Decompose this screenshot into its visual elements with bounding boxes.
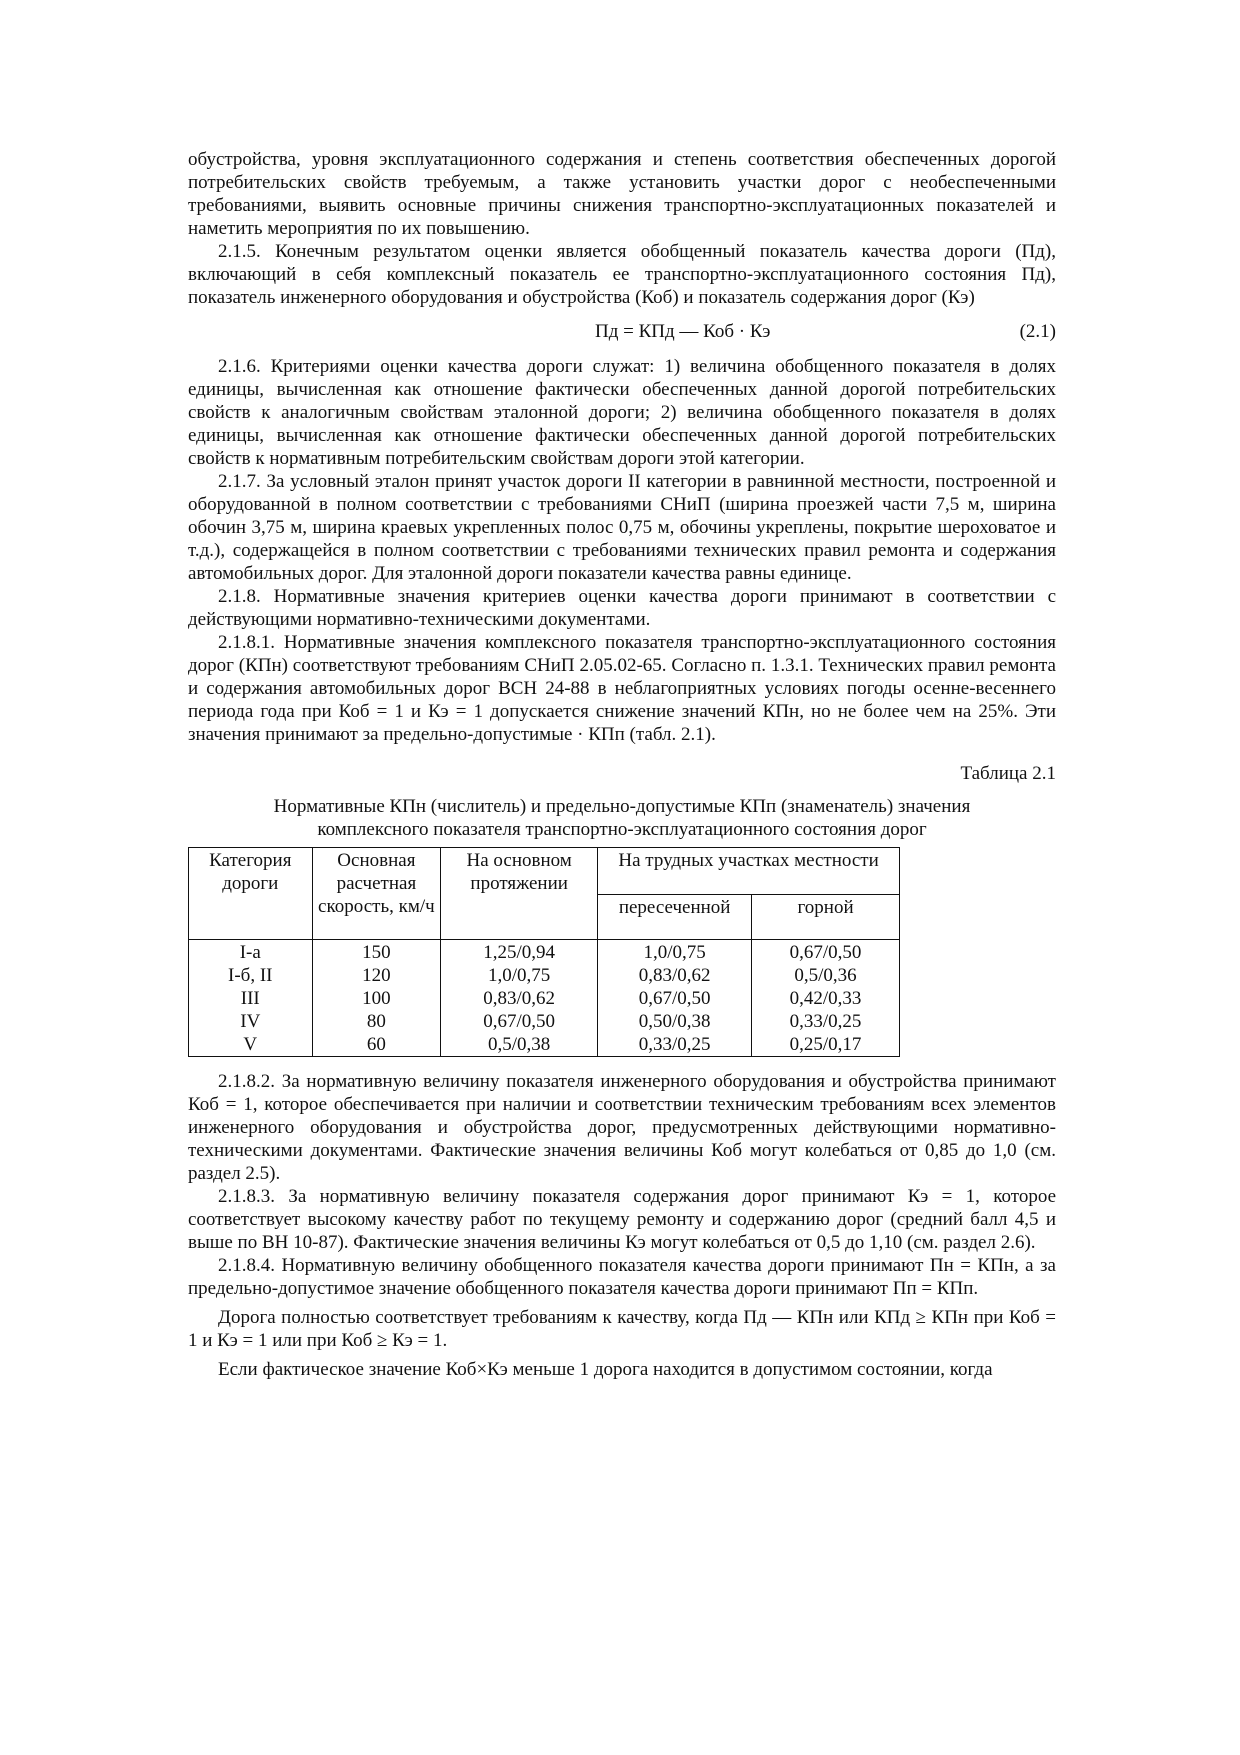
paragraph-2-1-5: 2.1.5. Конечным результатом оценки является обобщенный показатель качества дороги (Пд), включающий в себя комплексный показатель ее транспортно-эксплуатационного состояния Пд), показатель инженерного оборудования и обустройства (Коб) и показатель содержания дорог (Кэ) (188, 241, 1056, 308)
table-cell: III (189, 987, 313, 1010)
table-cell: 0,33/0,25 (598, 1033, 752, 1057)
header-mountain: горной (752, 895, 900, 940)
table-row (189, 1010, 900, 1033)
table-cell: 0,67/0,50 (752, 940, 900, 965)
table-row (189, 1033, 900, 1057)
table-row (189, 964, 900, 987)
table-cell: 1,0/0,75 (441, 964, 598, 987)
paragraph-2-1-8-3: 2.1.8.3. За нормативную величину показателя содержания дорог принимают Кэ = 1, которое соответствует высокому качеству работ по текущему ремонту и содержанию дорог (средний балл 4,5 и выше по ВН 10-87). Фактические значения величины Кэ могут колебаться от 0,5 до 1,10 (см. раздел 2.6). (188, 1186, 1056, 1253)
paragraph-2-1-7: 2.1.7. За условный эталон принят участок дороги II категории в равнинной местности, построенной и оборудованной в полном соответствии с требованиями СНиП (ширина проезжей части 7,5 м, ширина обочин 3,75 м, ширина краевых укрепленных полос 0,75 м, обочины укреплены, покрытие шероховатое и т.д.), содержащейся в полном соответствии с требованиями технических правил ремонта и содержания автомобильных дорог. Для эталонной дороги показатели качества равны единице. (188, 471, 1056, 584)
table-cell: IV (189, 1010, 313, 1033)
document-page (188, 148, 1056, 1381)
header-category: Категория дороги (189, 848, 313, 940)
paragraph-2-1-8-1: 2.1.8.1. Нормативные значения комплексного показателя транспортно-эксплуатационного состояния дорог (КПн) соответствуют требованиям СНиП 2.05.02-65. Согласно п. 1.3.1. Технических правил ремонта и содержания автомобильных дорог ВСН 24-88 в неблагоприятных условиях погоды осенне-весеннего периода года при Коб = 1 и Кэ = 1 допускается снижение значений КПн, но не более чем на 25%. Эти значения принимают за предельно-допустимые · КПп (табл. 2.1). (188, 632, 1056, 745)
paragraph-continuation: обустройства, уровня эксплуатационного содержания и степень соответствия обеспеченных дорогой потребительских свойств требуемым, а также установить участки дорог с необеспеченными требованиями, выявить основные причины снижения транспортно-эксплуатационных показателей и наметить мероприятия по их повышению. (188, 149, 1056, 239)
formula-expression: Пд = КПд — Коб · Кэ (595, 321, 771, 342)
table-cell: I-а (189, 940, 313, 965)
formula-2-1 (188, 320, 1056, 343)
paragraph-2-1-6: 2.1.6. Критериями оценки качества дороги служат: 1) величина обобщенного показателя в долях единицы, вычисленная как отношение фактически обеспеченных данной дорогой потребительских свойств к аналогичным свойствам эталонной дороги; 2) величина обобщенного показателя в долях единицы, вычисленная как отношение фактически обеспеченных данной дорогой потребительских свойств к нормативным потребительским свойствам дороги этой категории. (188, 356, 1056, 469)
table-cell: 0,83/0,62 (441, 987, 598, 1010)
table-cell: 0,42/0,33 (752, 987, 900, 1010)
header-difficult: На трудных участках местности (598, 848, 900, 895)
table-row (189, 940, 900, 965)
table-row (189, 987, 900, 1010)
table-cell: I-б, II (189, 964, 313, 987)
header-main: На основном протяжении (441, 848, 598, 940)
paragraph-permissible: Если фактическое значение Коб×Кэ меньше 1 дорога находится в допустимом состоянии, когда (218, 1359, 993, 1380)
table-title: Нормативные КПн (числитель) и предельно-допустимые КПп (знаменатель) значения комплексного показателя транспортно-эксплуатационного состояния дорог (273, 796, 971, 840)
table-cell: 80 (312, 1010, 441, 1033)
table-cell: 150 (312, 940, 441, 965)
paragraph-2-1-8-2: 2.1.8.2. За нормативную величину показателя инженерного оборудования и обустройства принимают Коб = 1, которое обеспечивается при наличии и соответствии техническим требованиям всех элементов инженерного оборудования и обустройства дорог, предусмотренных действующими нормативно-техническими документами. Фактические значения величины Коб могут колебаться от 0,85 до 1,0 (см. раздел 2.5). (188, 1071, 1056, 1184)
table-cell: 120 (312, 964, 441, 987)
table-cell: 1,25/0,94 (441, 940, 598, 965)
table-cell: 0,25/0,17 (752, 1033, 900, 1057)
paragraph-compliance: Дорога полностью соответствует требованиям к качеству, когда Пд — КПн или КПд ≥ КПн при Коб = 1 и Кэ = 1 или при Коб ≥ Кэ = 1. (188, 1307, 1056, 1351)
header-rough: пересеченной (598, 895, 752, 940)
table-cell: 0,5/0,36 (752, 964, 900, 987)
paragraph-2-1-8-4: 2.1.8.4. Нормативную величину обобщенного показателя качества дороги принимают Пн = КПн, а за предельно-допустимое значение обобщенного показателя качества дороги принимают Пп = КПп. (188, 1255, 1056, 1299)
table-cell: V (189, 1033, 313, 1057)
table-cell: 1,0/0,75 (598, 940, 752, 965)
table-cell: 100 (312, 987, 441, 1010)
paragraph-2-1-8: 2.1.8. Нормативные значения критериев оценки качества дороги принимают в соответствии с действующими нормативно-техническими документами. (188, 586, 1056, 630)
table-label: Таблица 2.1 (960, 763, 1056, 784)
table-cell: 0,83/0,62 (598, 964, 752, 987)
table-cell: 0,33/0,25 (752, 1010, 900, 1033)
table-cell: 0,50/0,38 (598, 1010, 752, 1033)
table-cell: 0,67/0,50 (598, 987, 752, 1010)
norms-table (188, 847, 900, 1057)
table-cell: 60 (312, 1033, 441, 1057)
table-cell: 0,67/0,50 (441, 1010, 598, 1033)
formula-number: (2.1) (1019, 321, 1056, 342)
header-speed: Основная расчетная скорость, км/ч (312, 848, 441, 940)
table-cell: 0,5/0,38 (441, 1033, 598, 1057)
